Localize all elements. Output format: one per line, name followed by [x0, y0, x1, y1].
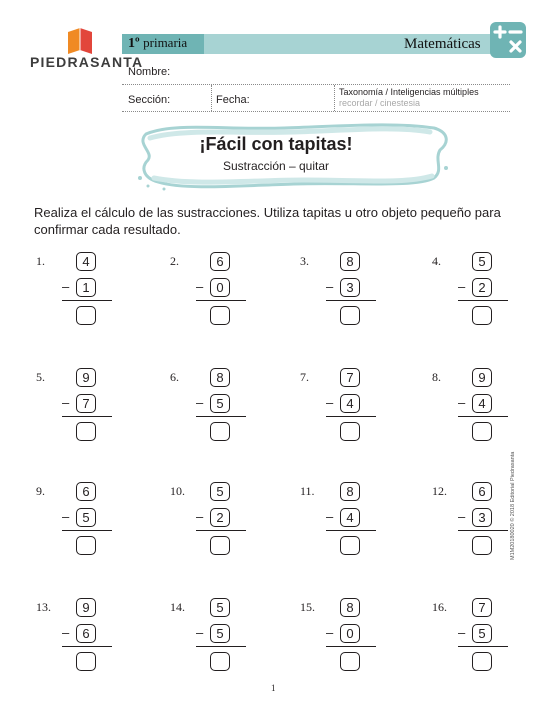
- piedrasanta-logo-icon: [66, 28, 96, 54]
- result-line: [62, 300, 112, 301]
- subtrahend-box: 5: [76, 508, 96, 527]
- brand-name: PIEDRASANTA: [30, 54, 144, 70]
- problem-number: 6.: [170, 370, 179, 384]
- minus-sign: –: [196, 395, 204, 410]
- result-line: [326, 300, 376, 301]
- result-line: [326, 646, 376, 647]
- result-line: [62, 646, 112, 647]
- answer-box[interactable]: [210, 422, 230, 441]
- result-line: [458, 300, 508, 301]
- problem-number: 8.: [432, 370, 441, 384]
- subtrahend-box: 0: [210, 278, 230, 297]
- minus-sign: –: [62, 625, 70, 640]
- problem-number: 16.: [432, 600, 447, 614]
- answer-box[interactable]: [340, 652, 360, 671]
- answer-box[interactable]: [340, 422, 360, 441]
- minus-sign: –: [196, 279, 204, 294]
- instructions: Realiza el cálculo de las sustracciones. Utiliza tapitas u otro objeto pequeño para confirmar cada resultado.: [34, 205, 501, 237]
- minus-sign: –: [326, 509, 334, 524]
- subtraction-problem: [300, 482, 410, 562]
- answer-box[interactable]: [76, 306, 96, 325]
- subtraction-problem: [432, 368, 542, 448]
- result-line: [326, 530, 376, 531]
- page-number: 1: [271, 683, 276, 693]
- title-splash-shape: [134, 120, 452, 192]
- minuend-box: 9: [76, 598, 96, 617]
- subtrahend-box: 2: [210, 508, 230, 527]
- problem-number: 13.: [36, 600, 51, 614]
- result-line: [458, 416, 508, 417]
- problem-number: 7.: [300, 370, 309, 384]
- subtrahend-box: 4: [472, 394, 492, 413]
- result-line: [196, 416, 246, 417]
- result-line: [62, 530, 112, 531]
- minuend-box: 7: [340, 368, 360, 387]
- minuend-box: 6: [76, 482, 96, 501]
- subtrahend-box: 5: [210, 394, 230, 413]
- minuend-box: 8: [210, 368, 230, 387]
- minuend-box: 5: [210, 598, 230, 617]
- minus-sign: –: [196, 509, 204, 524]
- answer-box[interactable]: [76, 422, 96, 441]
- minus-sign: –: [326, 279, 334, 294]
- problem-number: 12.: [432, 484, 447, 498]
- minus-sign: –: [326, 395, 334, 410]
- subtraction-problem: [36, 368, 146, 448]
- result-line: [62, 416, 112, 417]
- result-line: [458, 530, 508, 531]
- minuend-box: 6: [472, 482, 492, 501]
- minuend-box: 6: [210, 252, 230, 271]
- problem-number: 9.: [36, 484, 45, 498]
- page-title: ¡Fácil con tapitas!: [199, 134, 353, 154]
- divider: [334, 85, 335, 111]
- minuend-box: 8: [340, 482, 360, 501]
- problem-number: 11.: [300, 484, 315, 498]
- subtraction-problem: [170, 598, 280, 678]
- problem-number: 3.: [300, 254, 309, 268]
- minuend-box: 5: [472, 252, 492, 271]
- answer-box[interactable]: [76, 652, 96, 671]
- section-label: Sección:: [128, 94, 171, 106]
- subtraction-problem: [170, 368, 280, 448]
- subtraction-problem: [36, 252, 146, 332]
- minus-sign: –: [196, 625, 204, 640]
- answer-box[interactable]: [472, 536, 492, 555]
- answer-box[interactable]: [210, 536, 230, 555]
- subtrahend-box: 2: [472, 278, 492, 297]
- subtrahend-box: 1: [76, 278, 96, 297]
- problem-number: 5.: [36, 370, 45, 384]
- subtrahend-box: 3: [340, 278, 360, 297]
- subtraction-problem: [300, 598, 410, 678]
- result-line: [196, 530, 246, 531]
- copyright-code: M1M20180020 © 2018 Editorial Piedrasanta: [510, 451, 516, 560]
- plus-minus-times-icon: [490, 22, 526, 58]
- minus-sign: –: [62, 395, 70, 410]
- minus-sign: –: [458, 509, 466, 524]
- subtraction-problem: [36, 598, 146, 678]
- problem-number: 1.: [36, 254, 45, 268]
- minus-sign: –: [458, 625, 466, 640]
- answer-box[interactable]: [76, 536, 96, 555]
- date-label: Fecha:: [216, 94, 250, 106]
- result-line: [458, 646, 508, 647]
- result-line: [326, 416, 376, 417]
- result-line: [196, 300, 246, 301]
- minus-sign: –: [62, 279, 70, 294]
- subtrahend-box: 0: [340, 624, 360, 643]
- problem-number: 4.: [432, 254, 441, 268]
- subtraction-problem: [432, 598, 542, 678]
- answer-box[interactable]: [210, 652, 230, 671]
- minus-sign: –: [326, 625, 334, 640]
- subtraction-problem: [170, 482, 280, 562]
- minuend-box: 4: [76, 252, 96, 271]
- subtraction-problem: [300, 368, 410, 448]
- problem-number: 10.: [170, 484, 185, 498]
- subtrahend-box: 5: [472, 624, 492, 643]
- subtraction-problem: [432, 482, 542, 562]
- subtraction-problem: [170, 252, 280, 332]
- grade-number: 1º: [128, 36, 140, 51]
- minuend-box: 9: [76, 368, 96, 387]
- answer-box[interactable]: [210, 306, 230, 325]
- problem-number: 14.: [170, 600, 185, 614]
- subtraction-problem: [300, 252, 410, 332]
- minus-sign: –: [458, 279, 466, 294]
- section-line: [122, 111, 510, 112]
- problem-number: 2.: [170, 254, 179, 268]
- name-line[interactable]: [122, 84, 510, 85]
- answer-box[interactable]: [340, 536, 360, 555]
- subtrahend-box: 5: [210, 624, 230, 643]
- minuend-box: 9: [472, 368, 492, 387]
- answer-box[interactable]: [472, 652, 492, 671]
- grade-sub: primaria: [143, 35, 188, 50]
- answer-box[interactable]: [472, 422, 492, 441]
- subtrahend-box: 6: [76, 624, 96, 643]
- subtraction-problem: [432, 252, 542, 332]
- grade-label: [128, 35, 187, 52]
- page-subtitle: Sustracción – quitar: [222, 159, 330, 173]
- taxonomy-label: Taxonomía / Inteligencias múltiples: [339, 87, 479, 97]
- result-line: [196, 646, 246, 647]
- subtrahend-box: 4: [340, 394, 360, 413]
- subtrahend-box: 7: [76, 394, 96, 413]
- answer-box[interactable]: [472, 306, 492, 325]
- answer-box[interactable]: [340, 306, 360, 325]
- minus-sign: –: [458, 395, 466, 410]
- subject-label: Matemáticas: [404, 36, 481, 52]
- minuend-box: 8: [340, 598, 360, 617]
- subtraction-problem: [36, 482, 146, 562]
- minuend-box: 7: [472, 598, 492, 617]
- subtrahend-box: 3: [472, 508, 492, 527]
- name-label: Nombre:: [128, 66, 171, 78]
- subtrahend-box: 4: [340, 508, 360, 527]
- problem-number: 15.: [300, 600, 315, 614]
- minus-sign: –: [62, 509, 70, 524]
- minuend-box: 5: [210, 482, 230, 501]
- taxonomy-values: recordar / cinestesia: [339, 98, 421, 108]
- divider: [211, 85, 212, 111]
- minuend-box: 8: [340, 252, 360, 271]
